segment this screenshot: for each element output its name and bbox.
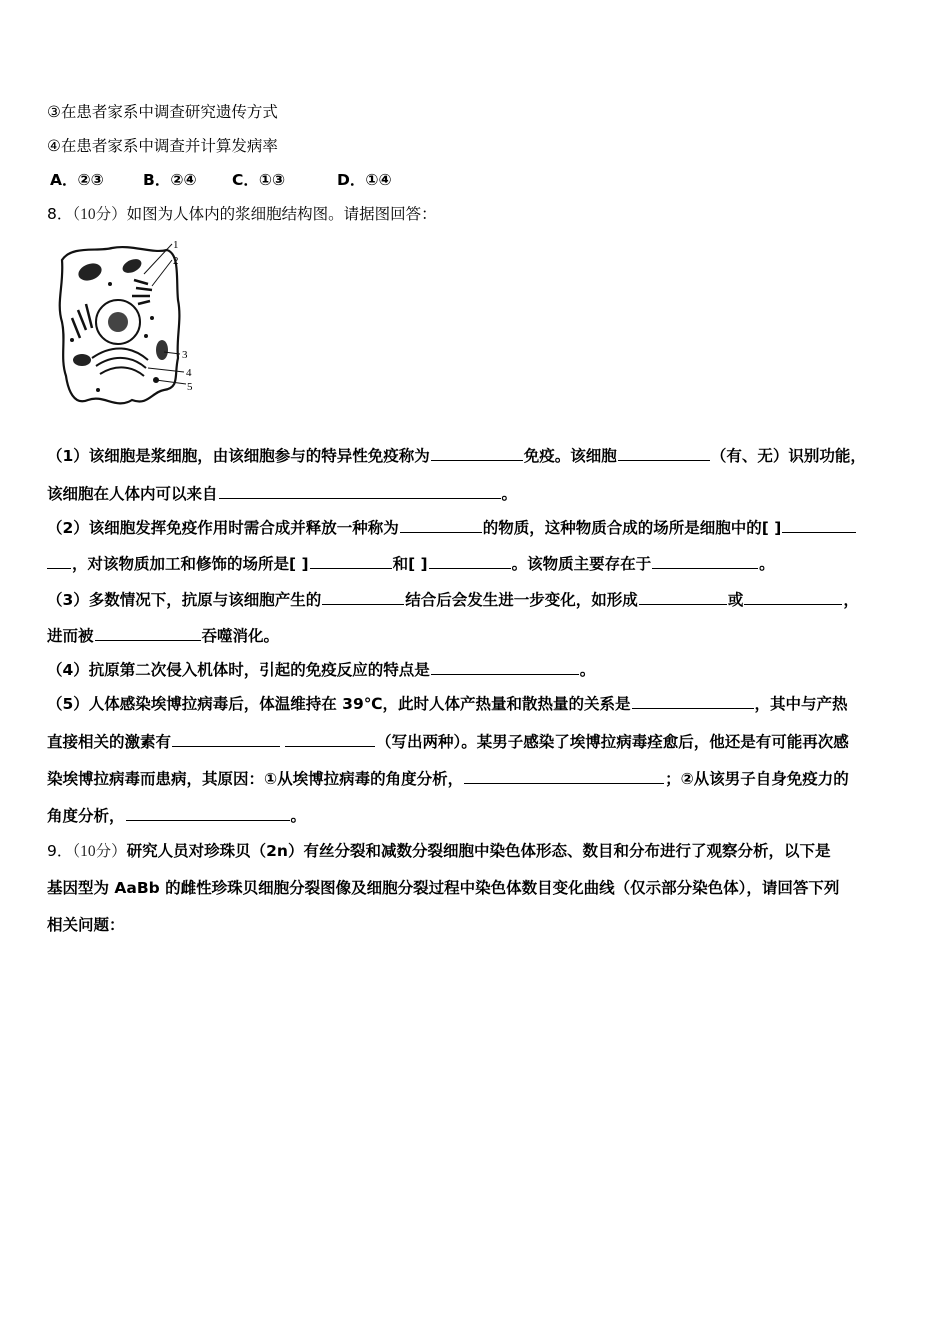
answer-blank[interactable] <box>639 589 727 605</box>
q8-part-4 <box>47 659 907 681</box>
answer-blank[interactable] <box>429 553 511 569</box>
text: 。该物质主要存在于 <box>511 555 652 573</box>
question-number: 9． <box>47 842 73 860</box>
answer-blank[interactable] <box>431 445 523 461</box>
answer-blank[interactable] <box>172 731 280 747</box>
question-score: （10分） <box>72 206 127 223</box>
text: 。 <box>290 807 307 825</box>
text: 染埃博拉病毒而患病，其原因：①从埃博拉病毒的角度分析， <box>47 770 464 788</box>
q8-part-2-line-2 <box>47 553 907 575</box>
plasma-cell-figure <box>52 240 212 415</box>
text: （4）抗原第二次侵入机体时，引起的免疫反应的特点是 <box>47 661 430 679</box>
text: （2）该细胞发挥免疫作用时需合成并释放一种称为 <box>47 519 399 537</box>
answer-blank[interactable] <box>310 553 392 569</box>
text: ，其中与产热 <box>754 695 848 713</box>
q8-stem <box>47 203 907 226</box>
answer-blank[interactable] <box>126 805 290 821</box>
q8-part-5-line-1 <box>47 693 907 715</box>
text: ，对该物质加工和修饰的场所是[ ] <box>72 555 309 573</box>
q8-part-1-line-1 <box>47 445 907 467</box>
text: （有、无）识别功能， <box>710 447 866 465</box>
q8-part-1-line-2 <box>47 483 907 505</box>
option-a: A．②③ <box>50 171 104 189</box>
answer-blank[interactable] <box>464 768 664 784</box>
figure-label-4: 4 <box>186 367 192 379</box>
answer-blank[interactable] <box>95 625 201 641</box>
q9-stem-line-3: 相关问题： <box>47 916 125 934</box>
text: 角度分析， <box>47 807 125 825</box>
answer-blank[interactable] <box>47 553 71 569</box>
text: 。 <box>579 661 596 679</box>
figure-label-1: 1 <box>173 240 179 251</box>
answer-blank[interactable] <box>652 553 758 569</box>
figure-label-2: 2 <box>173 255 179 267</box>
text: （1）该细胞是浆细胞，由该细胞参与的特异性免疫称为 <box>47 447 430 465</box>
answer-blank[interactable] <box>618 445 710 461</box>
answer-blank[interactable] <box>285 731 375 747</box>
option-b: B．②④ <box>143 171 197 189</box>
q7-item-3: ③在患者家系中调查研究遗传方式 <box>47 103 278 121</box>
text: （写出两种）。某男子感染了埃博拉病毒痊愈后，他还是有可能再次感 <box>376 733 849 751</box>
q8-part-5-line-3 <box>47 768 907 790</box>
text: 的物质，这种物质合成的场所是细胞中的[ ] <box>482 519 782 537</box>
q8-part-5-line-4 <box>47 805 907 827</box>
option-c: C．①③ <box>232 171 286 189</box>
text: 和[ ] <box>392 555 428 573</box>
text: 结合后会发生进一步变化，如形成 <box>405 591 638 609</box>
text: 或 <box>727 591 744 609</box>
q8-part-5-line-2 <box>47 731 907 753</box>
question-score: （10分） <box>72 843 127 860</box>
answer-blank[interactable] <box>632 693 754 709</box>
text: ， <box>843 591 859 609</box>
text: 吞噬消化。 <box>201 627 280 645</box>
question-number: 8． <box>47 205 73 223</box>
q7-options <box>50 169 910 191</box>
text: （3）多数情况下，抗原与该细胞产生的 <box>47 591 322 609</box>
q9-stem-line-1 <box>47 840 907 863</box>
figure-label-5: 5 <box>187 381 193 393</box>
text: ；②从该男子自身免疫力的 <box>665 770 849 788</box>
q8-part-2-line-1 <box>47 517 907 539</box>
question-stem: 如图为人体内的浆细胞结构图。请据图回答： <box>126 205 437 223</box>
answer-blank[interactable] <box>219 483 501 499</box>
text: 进而被 <box>47 627 94 645</box>
figure-label-3: 3 <box>182 349 188 361</box>
text: 研究人员对珍珠贝（2n）有丝分裂和减数分裂细胞中染色体形态、数目和分布进行了观察分析，以下是 <box>126 842 831 860</box>
text: 直接相关的激素有 <box>47 733 172 751</box>
text: 该细胞在人体内可以来自 <box>47 485 218 503</box>
answer-blank[interactable] <box>322 589 404 605</box>
answer-blank[interactable] <box>782 517 856 533</box>
text: 免疫。该细胞 <box>523 447 617 465</box>
answer-blank[interactable] <box>400 517 482 533</box>
q8-part-3-line-1 <box>47 589 907 611</box>
q7-item-4: ④在患者家系中调查并计算发病率 <box>47 137 278 155</box>
text: （5）人体感染埃博拉病毒后，体温维持在 39℃，此时人体产热量和散热量的关系是 <box>47 695 631 713</box>
text: 。 <box>501 485 518 503</box>
q9-stem-line-2: 基因型为 AaBb 的雌性珍珠贝细胞分裂图像及细胞分裂过程中染色体数目变化曲线（仅示部分染色体），请回答下列 <box>47 879 840 897</box>
q8-part-3-line-2 <box>47 625 907 647</box>
answer-blank[interactable] <box>744 589 842 605</box>
answer-blank[interactable] <box>431 659 579 675</box>
text: 。 <box>759 555 775 573</box>
option-d: D．①④ <box>337 171 392 189</box>
